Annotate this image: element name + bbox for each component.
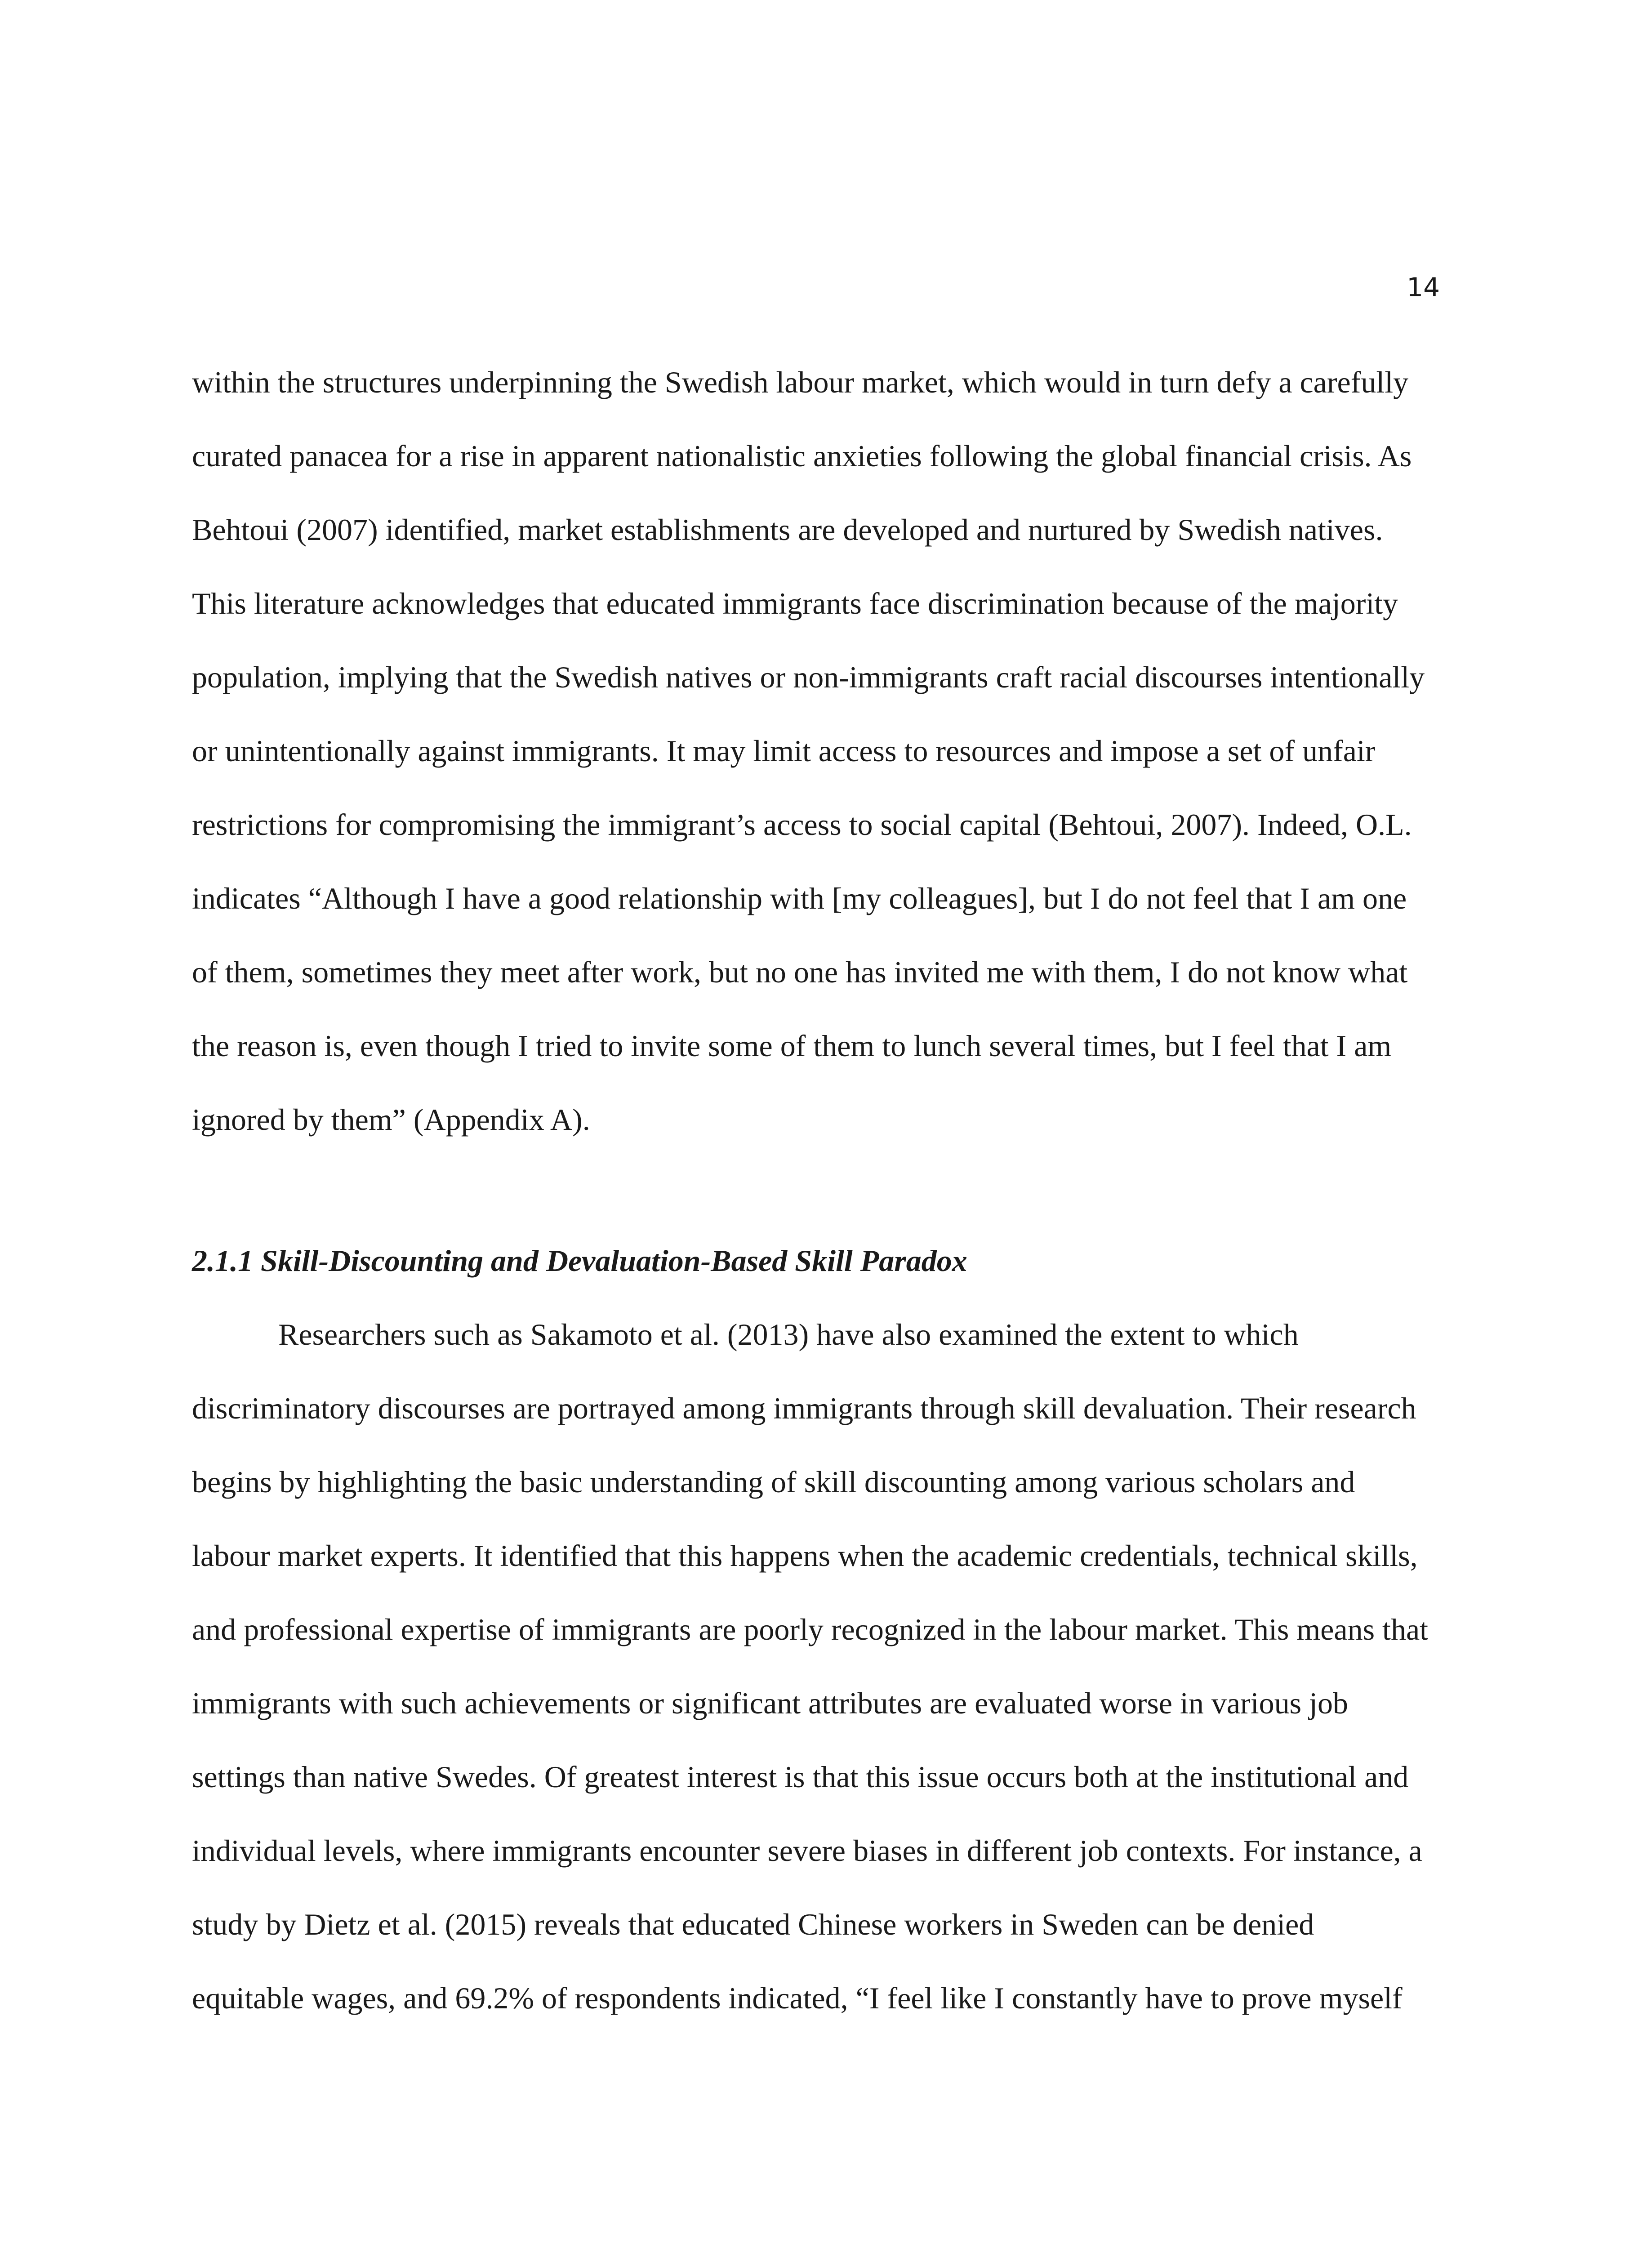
text-line: study by Dietz et al. (2015) reveals that educated Chinese workers in Sweden can be denied <box>192 1907 1314 1941</box>
text-line: discriminatory discourses are portrayed among immigrants through skill devaluation. Their research <box>192 1391 1416 1425</box>
text-line: Researchers such as Sakamoto et al. (2013) have also examined the extent to which <box>278 1317 1299 1351</box>
text-line: and professional expertise of immigrants are poorly recognized in the labour market. This means that <box>192 1612 1429 1646</box>
text-line: individual levels, where immigrants encounter severe biases in different job contexts. For instance, a <box>192 1833 1422 1868</box>
text-line: Behtoui (2007) identified, market establishments are developed and nurtured by Swedish natives. <box>192 513 1383 547</box>
text-line: or unintentionally against immigrants. It may limit access to resources and impose a set of unfair <box>192 734 1376 768</box>
text-line: within the structures underpinning the Swedish labour market, which would in turn defy a carefully <box>192 365 1409 399</box>
text-line: immigrants with such achievements or significant attributes are evaluated worse in various job <box>192 1686 1348 1720</box>
page-number: 14 <box>1407 272 1440 303</box>
text-line: curated panacea for a rise in apparent nationalistic anxieties following the global financial crisis. As <box>192 439 1412 473</box>
text-line: restrictions for compromising the immigrant’s access to social capital (Behtoui, 2007). Indeed, O.L. <box>192 807 1412 842</box>
text-line: population, implying that the Swedish natives or non-immigrants craft racial discourses intentionally <box>192 660 1425 694</box>
text-line: the reason is, even though I tried to invite some of them to lunch several times, but I feel that I am <box>192 1029 1392 1063</box>
text-line: begins by highlighting the basic understanding of skill discounting among various scholars and <box>192 1465 1355 1499</box>
text-line: indicates “Although I have a good relationship with [my colleagues], but I do not feel that I am one <box>192 881 1407 915</box>
text-line: ignored by them” (Appendix A). <box>192 1102 590 1137</box>
text-line: labour market experts. It identified that this happens when the academic credentials, technical skills, <box>192 1539 1418 1573</box>
text-line: equitable wages, and 69.2% of respondents indicated, “I feel like I constantly have to prove myself <box>192 1981 1403 2015</box>
text-line: This literature acknowledges that educated immigrants face discrimination because of the majority <box>192 586 1398 620</box>
section-heading: 2.1.1 Skill-Discounting and Devaluation-Based Skill Paradox <box>192 1244 967 1278</box>
text-line: settings than native Swedes. Of greatest interest is that this issue occurs both at the institutional and <box>192 1760 1409 1794</box>
text-line: of them, sometimes they meet after work, but no one has invited me with them, I do not know what <box>192 955 1408 989</box>
